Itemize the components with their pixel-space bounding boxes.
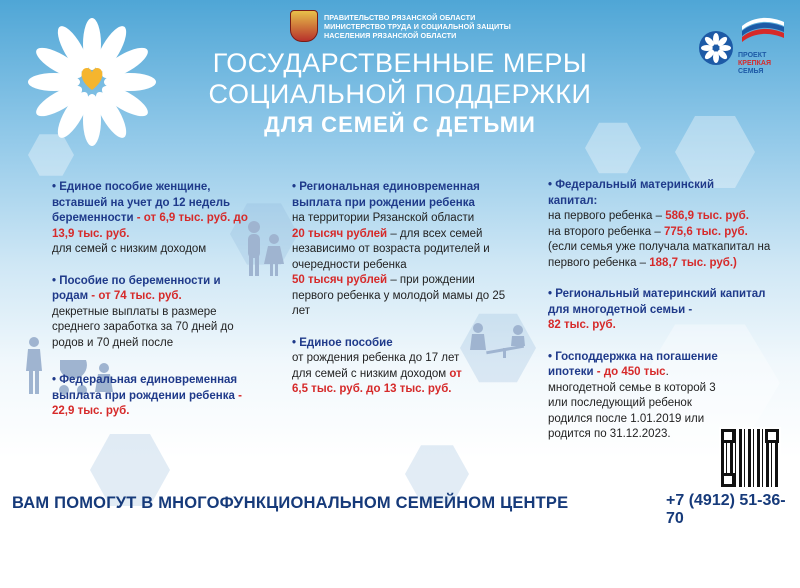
benefit-description: – при рождении первого ребенка у молодой мамы до 25 лет (292, 274, 506, 317)
benefit-amount: 188,7 тыс. руб. (649, 256, 734, 269)
benefit-text (548, 240, 780, 271)
benefit-description: . (665, 366, 669, 378)
benefit-text (52, 180, 252, 242)
benefit-title: • Пособие по беременности и родам (52, 274, 221, 302)
benefit-amount: - до 450 тыс (593, 366, 666, 378)
benefit-text (548, 225, 788, 241)
organization-name (324, 13, 511, 40)
column-right (548, 178, 788, 459)
benefit-block (292, 336, 462, 398)
column-middle (292, 180, 512, 414)
benefit-description: для семей с низким доходом (52, 243, 207, 255)
benefit-title: • Единое пособие женщине, вставшей на учет до 12 недель беременности (52, 181, 231, 224)
benefit-amount: - от 6,9 тыс. руб. до 13,9 тыс. руб. (52, 212, 248, 240)
qr-code[interactable] (719, 427, 781, 489)
benefit-amount: 586,9 тыс. руб. (665, 210, 749, 222)
benefit-text (292, 273, 512, 320)
flag-swoosh-icon (740, 14, 786, 44)
benefit-description: на первого ребенка – (548, 210, 666, 222)
org-line: МИНИСТЕРСТВО ТРУДА И СОЦИАЛЬНОЙ ЗАЩИТЫ (324, 21, 511, 31)
benefit-description: (если семья уже получала маткапитал на первого ребенка – (548, 241, 771, 269)
benefit-title: • Федеральная единовременная выплата при рождении ребенка (52, 374, 238, 402)
qr-corner (721, 473, 735, 487)
column-left (52, 180, 252, 436)
benefit-amount: - 22,9 тыс. руб. (52, 389, 242, 417)
benefit-description: – для всех семей независимо от возраста родителей и очередности ребенка (292, 227, 490, 271)
benefit-amount: 775,6 тыс. руб. (664, 225, 748, 238)
org-line: ПРАВИТЕЛЬСТВО РЯЗАНСКОЙ ОБЛАСТИ (324, 12, 476, 22)
benefit-block (548, 287, 773, 334)
benefit-title: • Господдержка на погашение ипотеки (548, 350, 718, 378)
benefit-text (52, 373, 252, 420)
benefit-block (292, 180, 512, 320)
benefit-text (52, 274, 252, 305)
benefit-amount: 50 тысяч рублей (292, 274, 388, 286)
benefit-block (548, 178, 788, 271)
benefit-amount: 20 тысяч рублей (292, 227, 388, 240)
benefit-block (52, 180, 252, 258)
benefit-description: от рождения ребенка до 17 лет для семей с низким доходом (292, 352, 460, 380)
benefit-title: • Региональная единовременная выплата при рождении ребенка (292, 181, 480, 209)
header-organization (290, 10, 511, 42)
title-line-3: ДЛЯ СЕМЕЙ С ДЕТЬМИ (264, 112, 536, 137)
benefit-description: ) (733, 256, 737, 269)
org-line: НАСЕЛЕНИЯ РЯЗАНСКОЙ ОБЛАСТИ (324, 30, 457, 40)
benefit-text (292, 227, 512, 274)
benefit-amount: 82 тыс. руб. (548, 319, 616, 331)
benefit-title: • Федеральный материнский капитал: (548, 179, 715, 207)
benefit-description: на территории Рязанской области (292, 212, 475, 224)
project-line: КРЕПКАЯ (738, 60, 772, 67)
page-title (150, 48, 650, 140)
benefit-description: декретные выплаты в размере среднего заработка за 70 дней до родов и 70 дней после (52, 305, 234, 349)
benefit-description: на второго ребенка – (548, 225, 664, 238)
project-line: ПРОЕКТ (738, 52, 767, 59)
project-logo (698, 14, 794, 74)
benefit-text (548, 350, 718, 381)
benefit-block (548, 350, 718, 443)
project-name (738, 52, 771, 76)
benefit-amount: от 6,5 тыс. руб. до 13 тыс. руб. (292, 367, 462, 395)
benefit-title: • Единое пособие (292, 336, 393, 349)
benefit-amount: - от 74 тыс. руб. (88, 290, 182, 302)
coat-of-arms-icon (290, 10, 318, 42)
footer-center-text: ВАМ ПОМОГУТ В МНОГОФУНКЦИОНАЛЬНОМ СЕМЕЙНОМ ЦЕНТРЕ (12, 494, 569, 512)
title-line-1: ГОСУДАРСТВЕННЫЕ МЕРЫ (212, 48, 588, 78)
benefit-title: • Региональный материнский капитал для многодетной семьи - (548, 288, 766, 316)
project-line: СЕМЬЯ (738, 68, 764, 75)
benefit-text (548, 209, 788, 225)
benefit-text (292, 351, 462, 398)
small-flower-icon (698, 30, 734, 66)
benefit-description: многодетной семье в которой 3 или последующий ребенок родился после 1.01.2019 или родится по 31.12.2023. (548, 381, 716, 440)
title-line-2: СОЦИАЛЬНОЙ ПОДДЕРЖКИ (208, 79, 592, 109)
benefit-block (52, 274, 252, 352)
footer-phone[interactable]: +7 (4912) 51-36-70 (666, 492, 786, 527)
daisy-icon (28, 18, 156, 146)
benefit-block (52, 373, 252, 420)
